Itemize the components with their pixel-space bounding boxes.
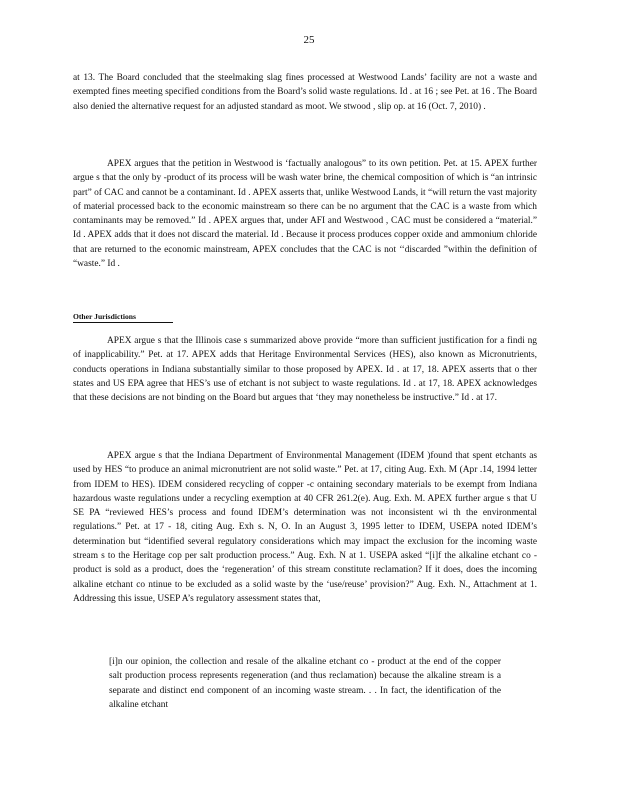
paragraph-indiana-idem: APEX argue s that the Indiana Department of Environmental Management (IDEM )found that spent etchants as used by HES “to produce an animal micronutrient are not solid waste.” Pet. at 17, citing Aug. Exh. M (Apr .14, 1994 letter from IDEM to HES). IDEM considered recycling of copper -c ontaining secondary materials to be exempt from Indiana hazardous waste regulations under a recycling exemption at 40 CFR 261.2(e). Aug. Exh. M. APEX further argue s that U SE PA “reviewed HES’s process and found IDEM’s determination was not inconsistent wi th the environmental regulations.” Pet. at 17 - 18, citing Aug. Exh s. N, O. In an August 3, 1995 letter to IDEM, USEPA noted IDEM’s determination but “identified several regulatory considerations which may impact the exclusion for the incoming waste stream s to the Heritage cop per salt production process.” Aug. Exh. N at 1. USEPA asked “[i]f the alkaline etchant co -product is sold as a product, does the ‘regeneration’ of this stream constitute reclamation? If it does, does the incoming alkaline etchant co ntinue to be excluded as a solid waste by the ‘use/reuse’ provision?” Aug. Exh. N., Attachment at 1. Addressing this issue, USEP A’s regulatory assessment states that, xyxy=(73,451,537,604)
paragraph-illinois-cases: APEX argue s that the Illinois case s summarized above provide “more than sufficient justification for a findi ng of inapplicability.” Pet. at 17. APEX adds that Heritage Environmental Services (HES), also known as Micronutrients, conducts operations in Indiana substantially similar to those proposed by APEX. Id . at 17, 18. APEX asserts that o ther states and US EPA agree that HES’s use of etchant is not subject to waste regulations. Id . at 17, 18. APEX acknowledges that these decisions are not binding on the Board but argues that ‘they may nonetheless be instructive.” Id . at 17. xyxy=(73,336,537,404)
paragraph-apex-argues-westwood: APEX argues that the petition in Westwood is ‘factually analogous” to its own petition. Pet. at 15. APEX further argue s that the only by -product of its process will be wash water brine, the chemical composition of which is “an intrinsic part” of CAC and cannot be a contaminant. Id . APEX asserts that, unlike Westwood Lands, it “will return the vast majority of material processed back to the economic mainstream so there can be no argument that the CAC is a waste from which contaminants may be removed.” Id . APEX argues that, under AFI and Westwood , CAC must be considered a “material.” Id . APEX adds that it does not discard the material. Id . Because it process produces copper oxide and ammonium chloride that are returned to the economic mainstream, APEX concludes that the CAC is not ‘‘discarded ”within the definition of “waste.” Id . xyxy=(73,159,537,270)
block-quote-usepa: [i]n our opinion, the collection and resale of the alkaline etchant co - product at the end of the copper salt production process represents regeneration (and thus reclamation) because the alkaline stream is a separate and distinct end component of an incoming waste stream. . . In fact, the identification of the alkaline etchant xyxy=(109,657,501,710)
section-heading-other-jurisdictions: Other Jurisdictions xyxy=(73,312,173,323)
paragraph-westwood-conclusion: at 13. The Board concluded that the steelmaking slag fines processed at Westwood Lands’ facility are not a waste and exempted fines meeting specified conditions from the Board’s solid waste regulations. Id . at 16 ; see Pet. at 16 . The Board also denied the alternative request for an adjusted standard as moot. We stwood , slip op. at 16 (Oct. 7, 2010) . xyxy=(73,73,537,112)
page-number: 25 xyxy=(303,34,315,46)
